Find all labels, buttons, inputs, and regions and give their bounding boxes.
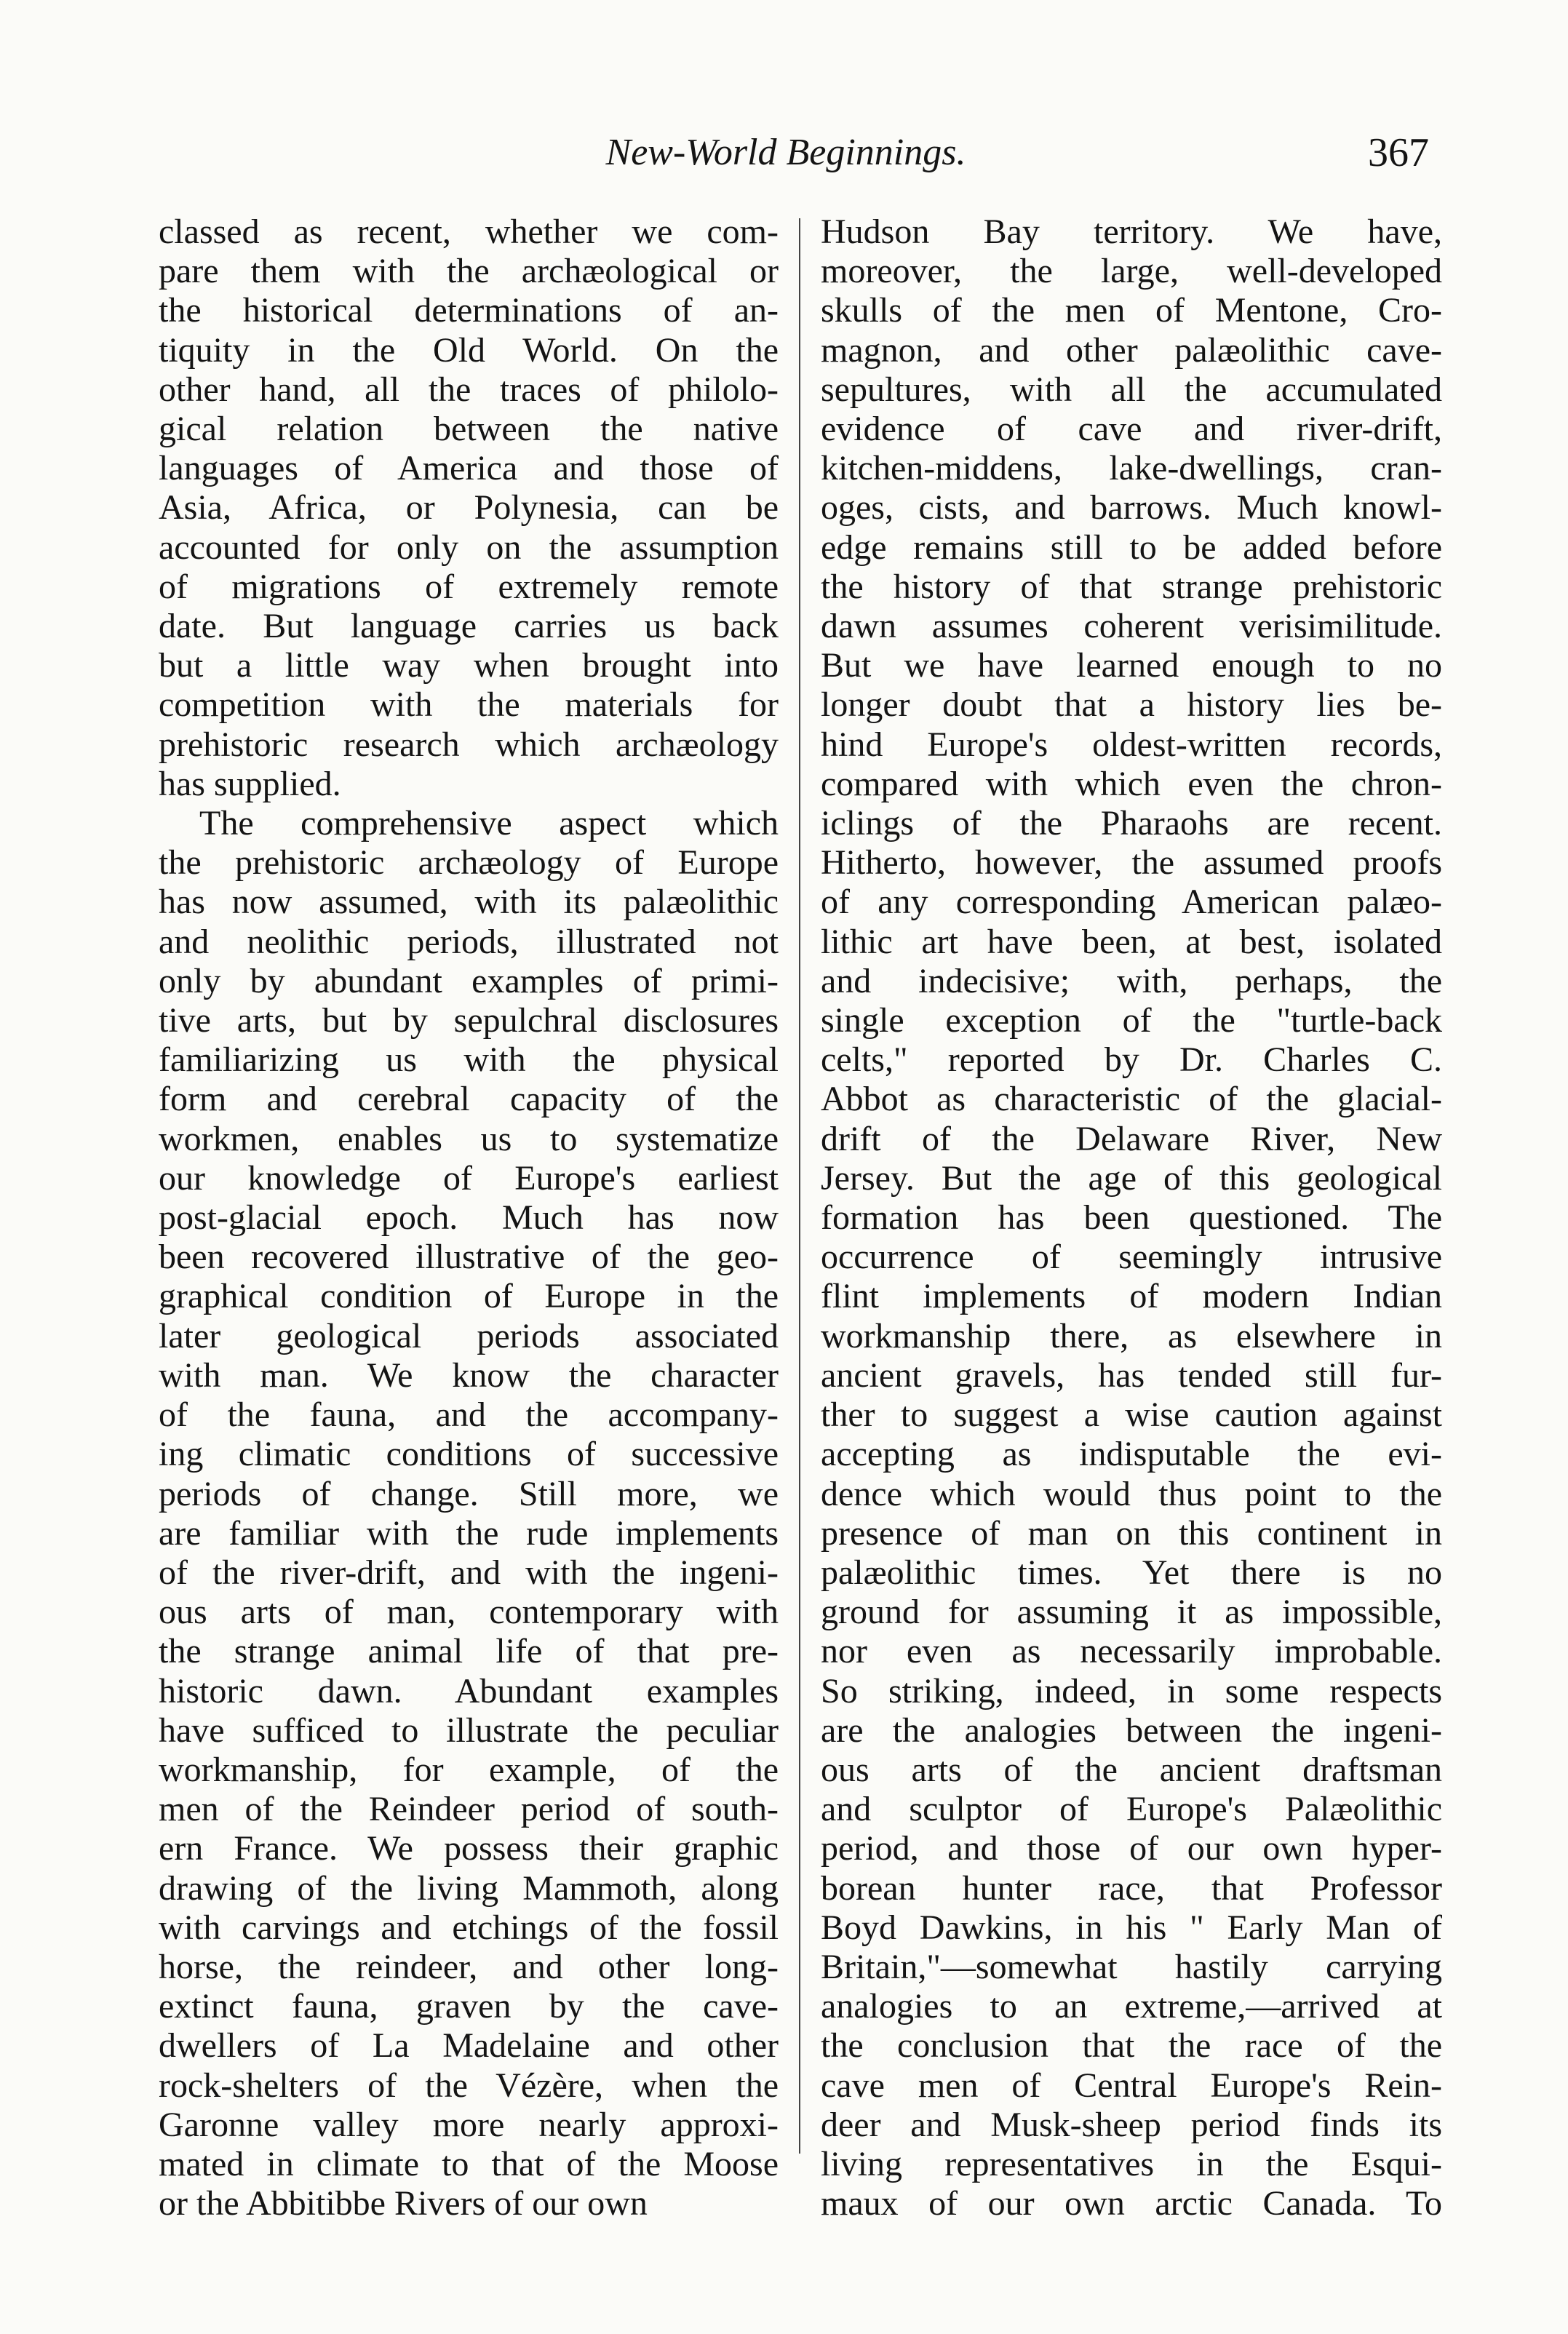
text-line: the prehistoric archæology of Europe [159, 843, 779, 883]
text-line: graphical condition of Europe in the [159, 1277, 779, 1316]
text-line: ous arts of man, contemporary with [159, 1593, 779, 1632]
text-line: have sufficed to illustrate the peculiar [159, 1710, 779, 1750]
text-line: single exception of the "turtle-back [821, 1001, 1442, 1040]
text-line: cave men of Central Europe's Rein- [821, 2066, 1442, 2105]
column-divider [799, 218, 800, 2154]
text-line: occurrence of seemingly intrusive [821, 1238, 1442, 1277]
text-line: tiquity in the Old World. On the [159, 330, 779, 370]
text-line: analogies to an extreme,—arrived at [821, 1987, 1442, 2026]
text-line: with man. We know the character [159, 1355, 779, 1395]
text-line: The comprehensive aspect which [199, 804, 779, 843]
text-line: gical relation between the native [159, 410, 779, 449]
text-line: period, and those of our own hyper- [821, 1829, 1442, 1868]
right-text-column [821, 212, 1442, 2223]
text-line: Abbot as characteristic of the glacial- [821, 1080, 1442, 1119]
text-line: workmanship there, as elsewhere in [821, 1316, 1442, 1355]
text-line: ground for assuming it as impossible, [821, 1593, 1442, 1632]
text-line: of the river-drift, and with the ingeni- [159, 1553, 779, 1592]
text-line: tive arts, but by sepulchral disclosures [159, 1001, 779, 1040]
text-line: maux of our own arctic Canada. To [821, 2184, 1442, 2223]
text-line: has now assumed, with its palæolithic [159, 883, 779, 922]
text-line: and indecisive; with, perhaps, the [821, 961, 1442, 1000]
text-line: and neolithic periods, illustrated not [159, 922, 779, 961]
text-line: Hudson Bay territory. We have, [821, 212, 1442, 251]
text-line: living representatives in the Esqui- [821, 2144, 1442, 2183]
text-line: evidence of cave and river-drift, [821, 410, 1442, 449]
text-line: the strange animal life of that pre- [159, 1632, 779, 1671]
text-line: palæolithic times. Yet there is no [821, 1553, 1442, 1592]
text-line: or the Abbitibbe Rivers of our own [159, 2184, 648, 2223]
text-line: sepultures, with all the accumulated [821, 370, 1442, 409]
text-line: men of the Reindeer period of south- [159, 1790, 779, 1829]
text-line: our knowledge of Europe's earliest [159, 1158, 779, 1198]
text-line: Britain,"—somewhat hastily carrying [821, 1947, 1442, 1986]
text-line: magnon, and other palæolithic cave- [821, 330, 1442, 370]
text-line: competition with the materials for [159, 685, 779, 725]
text-line: longer doubt that a history lies be- [821, 685, 1442, 725]
text-line: drift of the Delaware River, New [821, 1119, 1442, 1158]
text-line: celts," reported by Dr. Charles C. [821, 1040, 1442, 1080]
text-line: are the analogies between the ingeni- [821, 1710, 1442, 1750]
text-line: Boyd Dawkins, in his " Early Man of [821, 1908, 1442, 1947]
text-line: workmanship, for example, of the [159, 1750, 779, 1789]
text-line: ern France. We possess their graphic [159, 1829, 779, 1868]
text-line: the conclusion that the race of the [821, 2026, 1442, 2066]
text-line: Asia, Africa, or Polynesia, can be [159, 488, 779, 527]
text-line: So striking, indeed, in some respects [821, 1671, 1442, 1710]
text-line: of any corresponding American palæo- [821, 883, 1442, 922]
text-line: of migrations of extremely remote [159, 567, 779, 606]
left-text-column [159, 212, 779, 2223]
text-line: familiarizing us with the physical [159, 1040, 779, 1080]
text-line: workmen, enables us to systematize [159, 1119, 779, 1158]
text-line: ing climatic conditions of successive [159, 1435, 779, 1474]
text-line: date. But language carries us back [159, 607, 779, 646]
text-line: oges, cists, and barrows. Much knowl- [821, 488, 1442, 527]
text-line: drawing of the living Mammoth, along [159, 1868, 779, 1908]
text-line: pare them with the archæological or [159, 252, 779, 291]
text-line: the historical determinations of an- [159, 291, 779, 330]
text-line: periods of change. Still more, we [159, 1474, 779, 1513]
text-line: But we have learned enough to no [821, 646, 1442, 685]
text-line: with carvings and etchings of the fossil [159, 1908, 779, 1947]
text-line: languages of America and those of [159, 449, 779, 488]
text-line: Hitherto, however, the assumed proofs [821, 843, 1442, 883]
text-line: Garonne valley more nearly approxi- [159, 2105, 779, 2144]
text-line: iclings of the Pharaohs are recent. [821, 804, 1442, 843]
text-line: historic dawn. Abundant examples [159, 1671, 779, 1710]
text-line: nor even as necessarily improbable. [821, 1632, 1442, 1671]
text-line: presence of man on this continent in [821, 1513, 1442, 1553]
text-line: compared with which even the chron- [821, 764, 1442, 803]
text-line: of the fauna, and the accompany- [159, 1395, 779, 1435]
text-line: form and cerebral capacity of the [159, 1080, 779, 1119]
text-line: horse, the reindeer, and other long- [159, 1947, 779, 1986]
text-line: other hand, all the traces of philolo- [159, 370, 779, 409]
text-line: dawn assumes coherent verisimilitude. [821, 607, 1442, 646]
text-line: formation has been questioned. The [821, 1198, 1442, 1238]
text-line: dence which would thus point to the [821, 1474, 1442, 1513]
text-line: only by abundant examples of primi- [159, 961, 779, 1000]
text-line: ous arts of the ancient draftsman [821, 1750, 1442, 1789]
text-line: classed as recent, whether we com- [159, 212, 779, 251]
text-line: hind Europe's oldest-written records, [821, 725, 1442, 764]
text-line: been recovered illustrative of the geo- [159, 1238, 779, 1277]
text-line: rock-shelters of the Vézère, when the [159, 2066, 779, 2105]
text-line: moreover, the large, well-developed [821, 252, 1442, 291]
text-line: has supplied. [159, 764, 341, 803]
text-line: and sculptor of Europe's Palæolithic [821, 1790, 1442, 1829]
text-line: but a little way when brought into [159, 646, 779, 685]
text-line: borean hunter race, that Professor [821, 1868, 1442, 1908]
text-line: dwellers of La Madelaine and other [159, 2026, 779, 2066]
text-line: accounted for only on the assumption [159, 527, 779, 567]
text-line: lithic art have been, at best, isolated [821, 922, 1442, 961]
text-line: deer and Musk-sheep period finds its [821, 2105, 1442, 2144]
text-line: flint implements of modern Indian [821, 1277, 1442, 1316]
running-title: New-World Beginnings. [605, 132, 966, 173]
text-line: later geological periods associated [159, 1316, 779, 1355]
text-line: accepting as indisputable the evi- [821, 1435, 1442, 1474]
text-line: ancient gravels, has tended still fur- [821, 1355, 1442, 1395]
text-line: ther to suggest a wise caution against [821, 1395, 1442, 1435]
text-line: extinct fauna, graven by the cave- [159, 1987, 779, 2026]
text-line: prehistoric research which archæology [159, 725, 779, 764]
text-line: skulls of the men of Mentone, Cro- [821, 291, 1442, 330]
text-line: mated in climate to that of the Moose [159, 2144, 779, 2183]
text-line: kitchen-middens, lake-dwellings, cran- [821, 449, 1442, 488]
text-line: the history of that strange prehistoric [821, 567, 1442, 606]
text-line: Jersey. But the age of this geological [821, 1158, 1442, 1198]
page-number: 367 [1368, 130, 1429, 175]
text-line: edge remains still to be added before [821, 527, 1442, 567]
text-line: are familiar with the rude implements [159, 1513, 779, 1553]
text-line: post-glacial epoch. Much has now [159, 1198, 779, 1238]
